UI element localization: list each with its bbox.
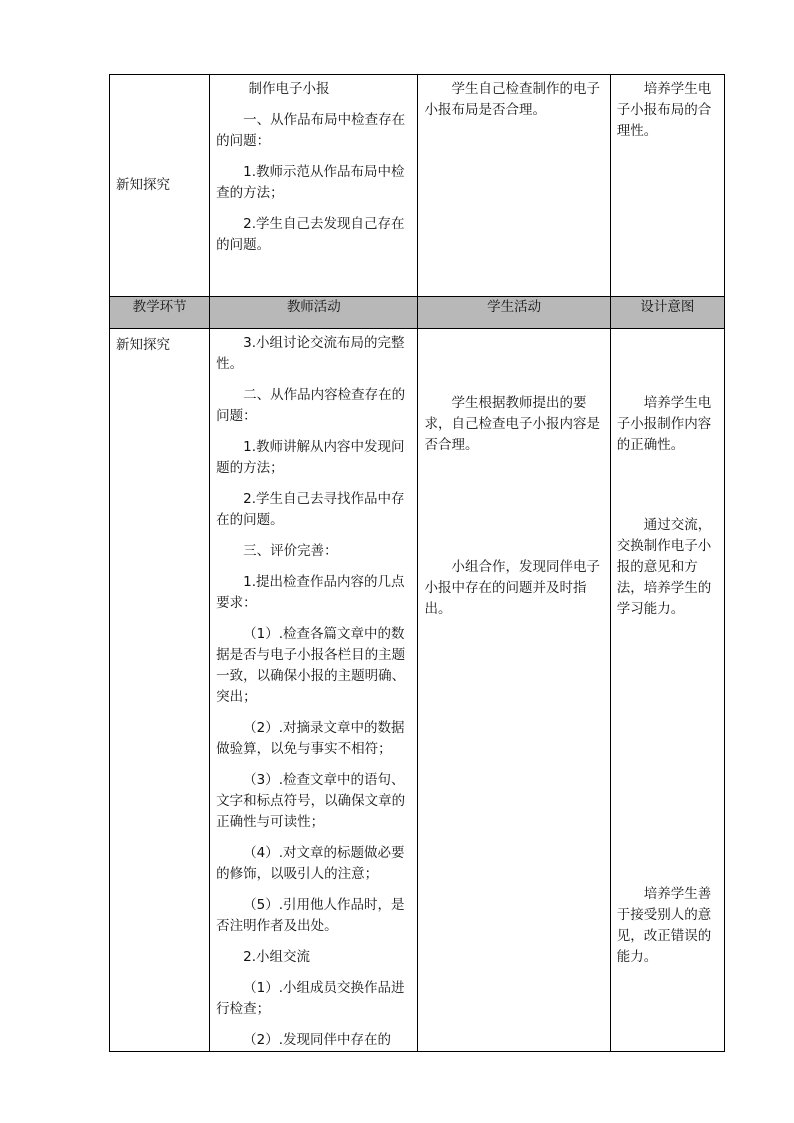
teacher-text: 1.教师讲解从内容中发现问题的方法； [216, 439, 405, 476]
teacher-text: 1.提出检查作品内容的几点要求： [216, 574, 405, 611]
table-row [110, 75, 725, 297]
header-student: 学生活动 [418, 297, 610, 329]
student-text: 小组合作，发现同伴电子小报中存在的问题并及时指出。 [424, 559, 600, 617]
teacher-text: （2）.对摘录文章中的数据做验算，以免与事实不相符； [216, 720, 405, 757]
teacher-activity-cell [210, 329, 418, 1052]
design-text: 培养学生善于接受别人的意见，改正错误的能力。 [616, 886, 712, 965]
design-text: 培养学生电子小报制作内容的正确性。 [616, 395, 712, 453]
teacher-text: 二、从作品内容检查存在的问题： [216, 387, 406, 424]
teacher-text: 三、评价完善： [243, 543, 338, 559]
teacher-text: 一、从作品布局中检查存在的问题： [216, 112, 406, 149]
teacher-activity-cell [210, 75, 418, 297]
stage-cell [110, 329, 210, 1052]
teacher-text: （1）.检查各篇文章中的数据是否与电子小报各栏目的主题一致，以确保小报的主题明确、突出； [216, 626, 406, 705]
student-text: 学生根据教师提出的要求，自己检查电子小报内容是否合理。 [424, 395, 600, 453]
lesson-plan-table [109, 74, 725, 1052]
design-text: 培养学生电子小报布局的合理性。 [616, 81, 712, 139]
teacher-text: （2）.发现同伴中存在的 [243, 1032, 392, 1048]
teacher-text: （1）.小组成员交换作品进行检查； [216, 980, 405, 1017]
teacher-text: 制作电子小报 [248, 81, 330, 97]
table-row [110, 329, 725, 1052]
header-teacher: 教师活动 [210, 297, 418, 329]
student-text: 学生自己检查制作的电子小报布局是否合理。 [424, 81, 600, 118]
design-intent-cell [610, 75, 724, 297]
design-text: 通过交流，交换制作电子小报的意见和方法，培养学生的学习能力。 [616, 517, 712, 617]
teacher-text: （3）.检查文章中的语句、文字和标点符号，以确保文章的正确性与可读性； [216, 772, 406, 830]
teacher-text: 1.教师示范从作品布局中检查的方法； [216, 164, 405, 201]
stage-label: 新知探究 [116, 177, 170, 193]
teacher-text: 2.学生自己去寻找作品中存在的问题。 [216, 491, 405, 528]
table-header-row [110, 297, 725, 329]
teacher-text: 2.小组交流 [243, 949, 311, 965]
student-activity-cell [418, 329, 610, 1052]
header-design: 设计意图 [610, 297, 724, 329]
teacher-text: （5）.引用他人作品时，是否注明作者及出处。 [216, 897, 405, 934]
teacher-text: （4）.对文章的标题做必要的修饰，以吸引人的注意； [216, 845, 405, 882]
stage-cell [110, 75, 210, 297]
design-intent-cell [610, 329, 724, 1052]
teacher-text: 2.学生自己去发现自己存在的问题。 [216, 216, 405, 253]
header-stage: 教学环节 [110, 297, 210, 329]
student-activity-cell [418, 75, 610, 297]
teacher-text: 3.小组讨论交流布局的完整性。 [216, 335, 405, 372]
stage-label: 新知探究 [116, 337, 170, 353]
